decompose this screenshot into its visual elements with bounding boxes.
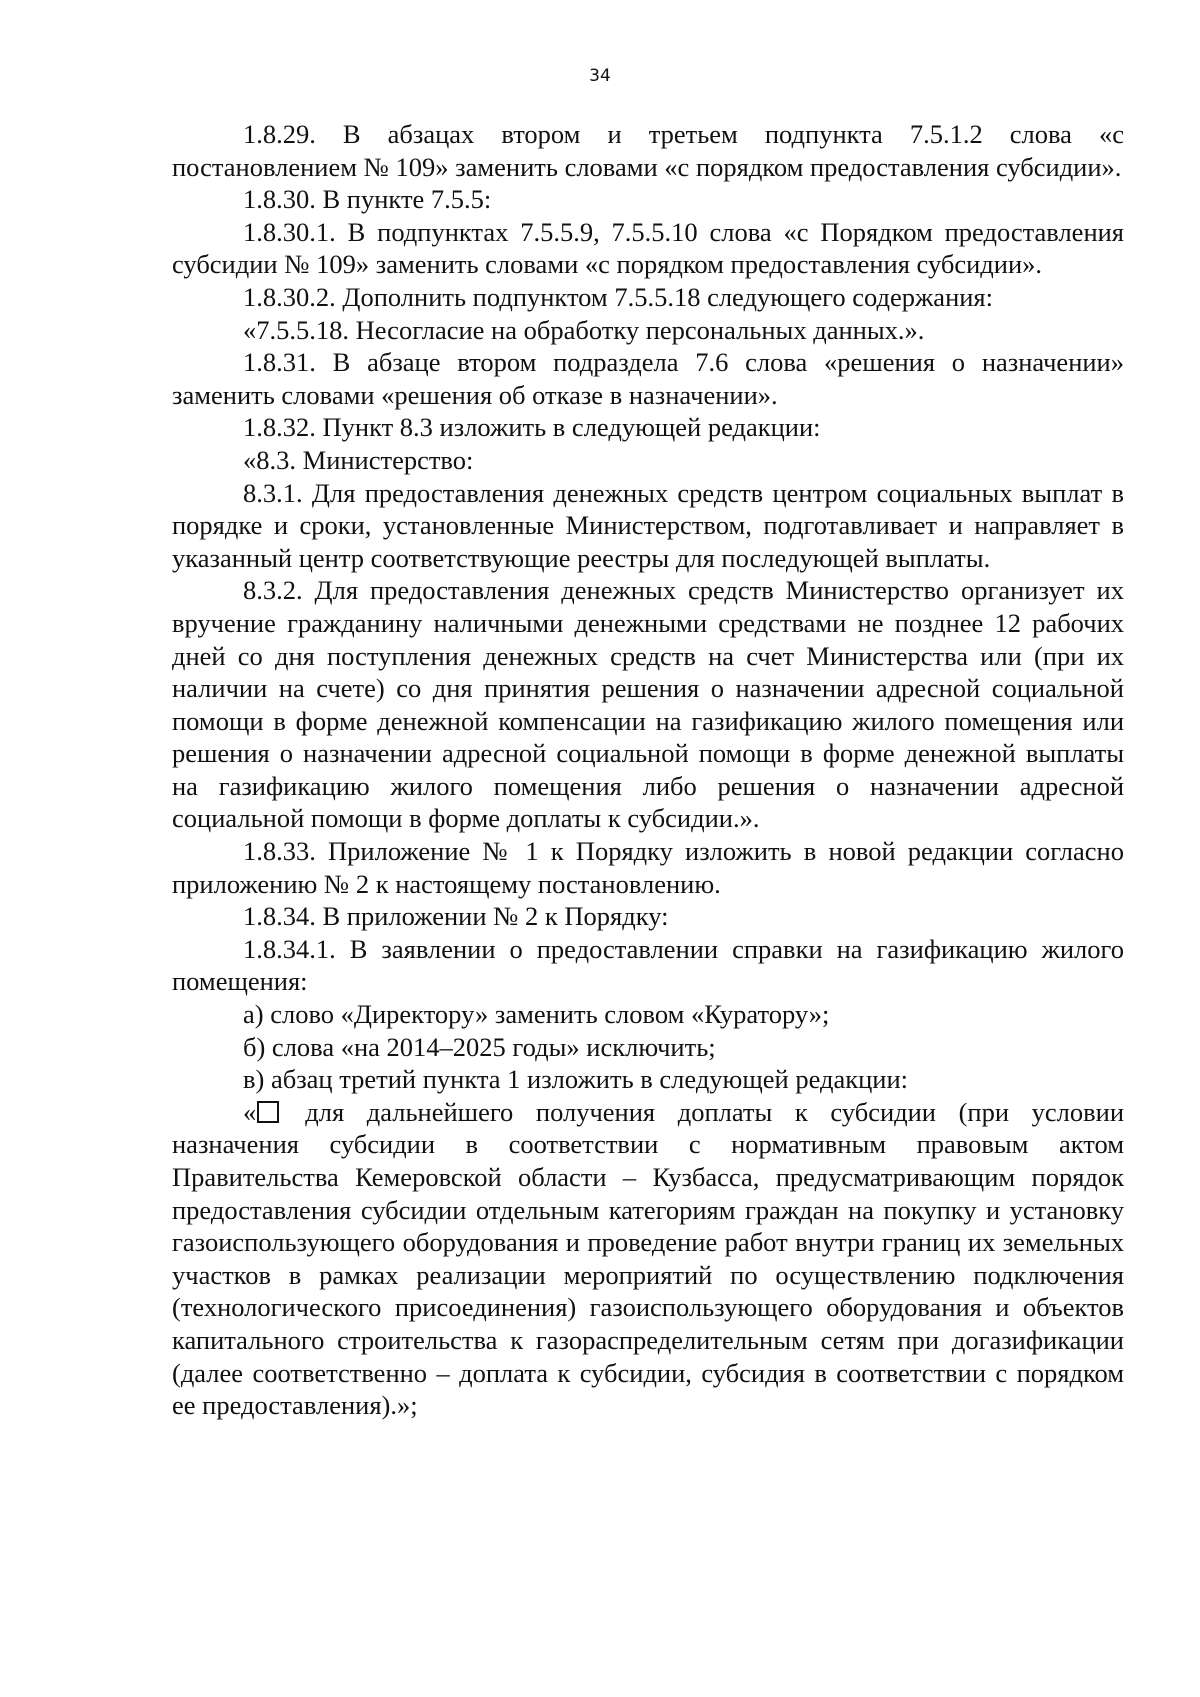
paragraph-8-3-1: 8.3.1. Для предоставления денежных средств центром социальных выплат в порядке и сроки, установленные Министерством, подготавливает и направляет в указанный центр соответствующие реестры для последующей выплаты. (172, 477, 1124, 573)
paragraph-1-8-34-1: 1.8.34.1. В заявлении о предоставлении справки на газификацию жилого помещения: (172, 933, 1124, 997)
paragraph-1-8-30-2: 1.8.30.2. Дополнить подпунктом 7.5.5.18 следующего содержания: (243, 281, 993, 312)
paragraph-1-8-34: 1.8.34. В приложении № 2 к Порядку: (243, 901, 669, 932)
item-v: в) абзац третий пункта 1 изложить в следующей редакции: (243, 1064, 909, 1095)
checkbox-clause-text: для дальнейшего получения доплаты к субсидии (при условии назначения субсидии в соответствии с нормативным правовым актом Правительства Кемеровской области – Кузбасса, предусматривающим порядок предоставления субсидии отдельным категориям граждан на покупку и установку газоиспользующего оборудования и проведение работ внутри границ их земельных участков в рамках реализации мероприятий по осуществлению подключения (технологического присоединения) газоиспользующего оборудования и объектов капитального строительства к газораспределительным сетям при догазификации (далее соответственно – доплата к субсидии, субсидия в соответствии с порядком ее предоставления).»; (172, 1096, 1124, 1421)
paragraph-1-8-32: 1.8.32. Пункт 8.3 изложить в следующей редакции: (243, 412, 821, 443)
paragraph-1-8-30: 1.8.30. В пункте 7.5.5: (243, 184, 492, 215)
opening-quote: « (243, 1096, 257, 1127)
page-number: 34 (589, 66, 611, 86)
item-a: а) слово «Директору» заменить словом «Куратору»; (243, 999, 830, 1030)
paragraph-8-3-2: 8.3.2. Для предоставления денежных средств Министерство организует их вручение гражданину наличными денежными средствами не позднее 12 рабочих дней со дня поступления денежных средств на счет Министерства или (при их наличии на счете) со дня принятия решения о назначении адресной социальной помощи в форме денежной компенсации на газификацию жилого помещения или решения о назначении адресной социальной помощи в форме денежной выплаты на газификацию жилого помещения либо решения о назначении адресной социальной помощи в форме доплаты к субсидии.». (172, 575, 1124, 834)
paragraph-1-8-33: 1.8.33. Приложение № 1 к Порядку изложить в новой редакции согласно приложению № 2 к настоящему постановлению. (172, 836, 1124, 899)
checkbox-icon (257, 1101, 279, 1123)
paragraph-7-5-5-18: «7.5.5.18. Несогласие на обработку персональных данных.». (243, 314, 925, 345)
item-b: б) слова «на 2014–2025 годы» исключить; (243, 1031, 716, 1062)
paragraph-1-8-30-1: 1.8.30.1. В подпунктах 7.5.5.9, 7.5.5.10 слова «с Порядком предоставления субсидии № 109» заменить словами «с порядком предоставления субсидии». (172, 216, 1124, 280)
paragraph-checkbox-clause (172, 1096, 1124, 1422)
paragraph-1-8-31: 1.8.31. В абзаце втором подраздела 7.6 слова «решения о назначении» заменить словами «решения об отказе в назначении». (172, 347, 1124, 410)
paragraph-8-3: «8.3. Министерство: (243, 444, 474, 475)
document-body (172, 118, 1124, 1422)
paragraph-1-8-29: 1.8.29. В абзацах втором и третьем подпункта 7.5.1.2 слова «с постановлением № 109» заменить словами «с порядком предоставления субсидии». (172, 119, 1124, 182)
